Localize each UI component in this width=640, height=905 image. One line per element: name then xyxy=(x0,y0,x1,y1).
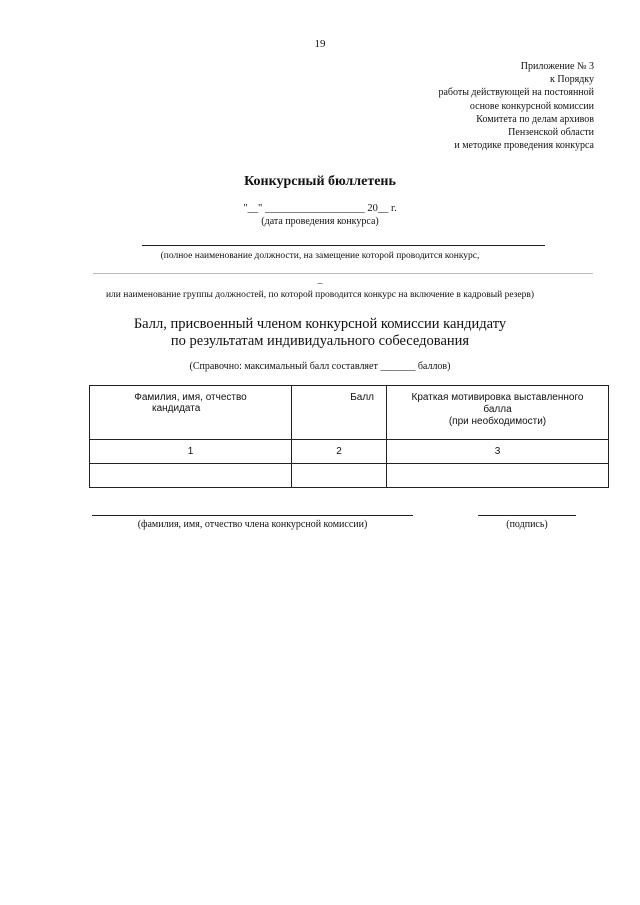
appendix-block xyxy=(438,60,594,152)
header-fio-line: кандидата xyxy=(152,403,201,414)
section-heading xyxy=(0,316,640,350)
signature-line xyxy=(478,515,576,516)
position-line-2 xyxy=(93,273,593,274)
table-cell: 2 xyxy=(292,440,387,464)
table-cell[interactable] xyxy=(387,464,609,488)
appendix-line: и методике проведения конкурса xyxy=(454,140,594,152)
header-fio-line: Фамилия, имя, отчество xyxy=(134,392,247,403)
fio-caption: (фамилия, имя, отчество члена конкурсной комиссии) xyxy=(137,519,368,530)
table-row xyxy=(90,464,609,488)
header-motivation-line: (при необходимости) xyxy=(448,416,547,427)
page-number: 19 xyxy=(314,38,326,50)
table-cell: 3 xyxy=(387,440,609,464)
position-line xyxy=(142,245,545,246)
table-cell[interactable] xyxy=(90,464,292,488)
position-caption-1: (полное наименование должности, на замещение которой проводится конкурс, xyxy=(160,251,480,261)
heading-line: по результатам индивидуального собеседования xyxy=(170,333,470,349)
header-fio xyxy=(90,386,292,440)
header-score: Балл xyxy=(292,386,387,440)
heading-line: Балл, присвоенный членом конкурсной комиссии кандидату xyxy=(133,316,507,332)
header-motivation xyxy=(387,386,609,440)
table-cell[interactable] xyxy=(292,464,387,488)
appendix-line: Пензенской области xyxy=(508,127,594,139)
date-line: "__" ___________________ 20__ г. xyxy=(243,203,397,214)
table-number-row xyxy=(90,440,609,464)
underscore-mark: _ xyxy=(317,276,323,286)
appendix-line: Приложение № 3 xyxy=(520,61,594,72)
appendix-line: работы действующей на постоянной xyxy=(438,87,594,99)
date-caption: (дата проведения конкурса) xyxy=(261,216,379,227)
position-caption-2: или наименование группы должностей, по которой проводится конкурс на включение в кадровый резерв) xyxy=(105,290,535,300)
document-title: Конкурсный бюллетень xyxy=(244,174,396,189)
fio-signature-line xyxy=(92,515,413,516)
score-table xyxy=(89,385,609,488)
signature-caption: (подпись) xyxy=(506,519,548,530)
header-motivation-line: балла xyxy=(483,404,512,415)
table-cell: 1 xyxy=(90,440,292,464)
appendix-line: Комитета по делам архивов xyxy=(476,113,594,125)
header-motivation-line: Краткая мотивировка выставленного xyxy=(411,392,584,403)
appendix-line: основе конкурсной комиссии xyxy=(469,100,594,112)
reference-note: (Справочно: максимальный балл составляет _______ баллов) xyxy=(189,361,451,372)
table-header-row xyxy=(90,386,609,440)
appendix-line: к Порядку xyxy=(550,74,594,86)
